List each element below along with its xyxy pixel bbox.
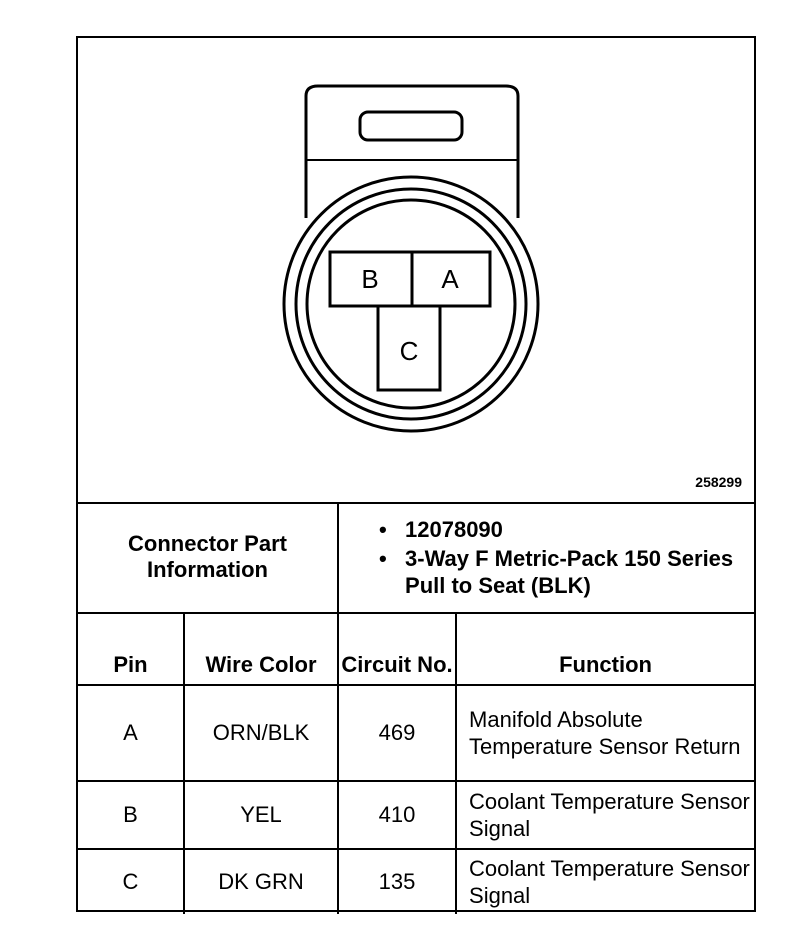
function-cell: Coolant Temperature Sensor Signal	[456, 849, 754, 914]
wire-color-cell: ORN/BLK	[184, 685, 338, 781]
wire-color-cell: DK GRN	[184, 849, 338, 914]
wire-color-header: Wire Color	[184, 613, 338, 685]
connector-description: • 3-Way F Metric-Pack 150 Series Pull to Seat (BLK)	[379, 545, 754, 599]
connector-frame	[76, 36, 756, 912]
pin-label-a: A	[441, 264, 459, 294]
pin-cell: A	[78, 685, 184, 781]
pin-label-c: C	[399, 336, 419, 366]
table-row	[78, 781, 754, 849]
circuit-cell: 410	[338, 781, 456, 849]
connector-info-list	[338, 502, 754, 613]
connector-drawing	[78, 38, 754, 502]
locking-tab	[360, 112, 462, 140]
function-cell: Coolant Temperature Sensor Signal	[456, 781, 754, 849]
connector-info-row	[78, 502, 754, 613]
connector-diagram	[78, 38, 754, 504]
pin-cell: B	[78, 781, 184, 849]
table-row	[78, 849, 754, 914]
circuit-cell: 469	[338, 685, 456, 781]
part-number: • 12078090	[379, 516, 754, 543]
wire-color-cell: YEL	[184, 781, 338, 849]
circuit-header: Circuit No.	[338, 613, 456, 685]
function-cell: Manifold Absolute Temperature Sensor Return	[456, 685, 754, 781]
header-row	[78, 613, 754, 685]
circuit-cell: 135	[338, 849, 456, 914]
pin-cell: C	[78, 849, 184, 914]
figure-number: 258299	[695, 474, 742, 490]
function-header: Function	[456, 613, 754, 685]
pin-header: Pin	[78, 613, 184, 685]
connector-table	[78, 502, 754, 914]
pin-label-b: B	[361, 264, 379, 294]
connector-info-label: Connector Part Information	[78, 502, 338, 613]
table-row	[78, 685, 754, 781]
